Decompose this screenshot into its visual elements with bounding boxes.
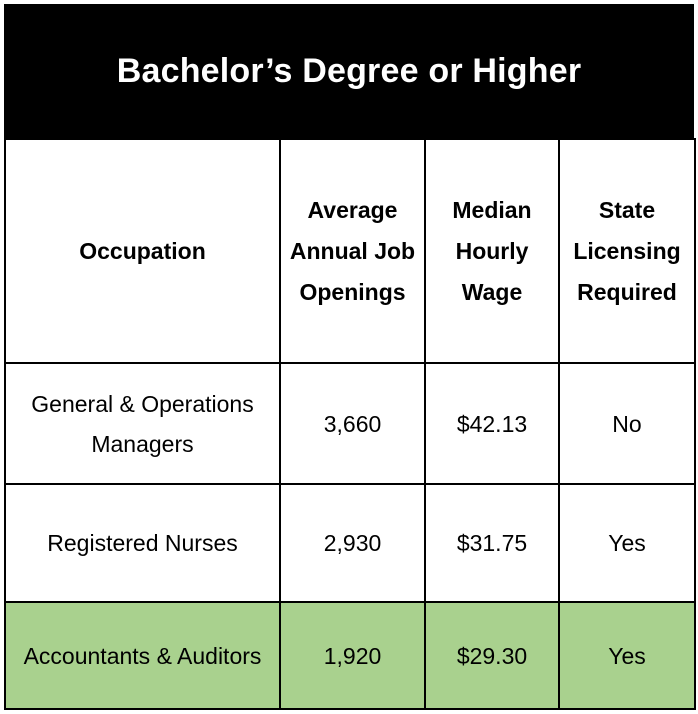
openings-cell: 2,930 bbox=[280, 484, 425, 602]
licensing-cell: Yes bbox=[559, 484, 695, 602]
table-row-highlighted bbox=[5, 602, 695, 709]
wage-cell: $29.30 bbox=[425, 602, 559, 709]
occupation-cell: Accountants & Auditors bbox=[5, 602, 280, 709]
table-title: Bachelor’s Degree or Higher bbox=[116, 51, 582, 90]
occupation-table bbox=[4, 138, 696, 710]
column-header-openings: Average Annual Job Openings bbox=[280, 139, 425, 363]
openings-cell: 3,660 bbox=[280, 363, 425, 484]
header-row bbox=[5, 139, 695, 363]
occupation-cell: Registered Nurses bbox=[5, 484, 280, 602]
table-title-bar bbox=[4, 4, 694, 138]
table-row bbox=[5, 484, 695, 602]
wage-cell: $31.75 bbox=[425, 484, 559, 602]
occupation-table-sheet bbox=[4, 4, 694, 708]
licensing-cell: Yes bbox=[559, 602, 695, 709]
table-row bbox=[5, 363, 695, 484]
wage-cell: $42.13 bbox=[425, 363, 559, 484]
column-header-occupation: Occupation bbox=[5, 139, 280, 363]
licensing-cell: No bbox=[559, 363, 695, 484]
openings-cell: 1,920 bbox=[280, 602, 425, 709]
column-header-licensing: State Licensing Required bbox=[559, 139, 695, 363]
column-header-wage: Median Hourly Wage bbox=[425, 139, 559, 363]
occupation-cell: General & Operations Managers bbox=[5, 363, 280, 484]
